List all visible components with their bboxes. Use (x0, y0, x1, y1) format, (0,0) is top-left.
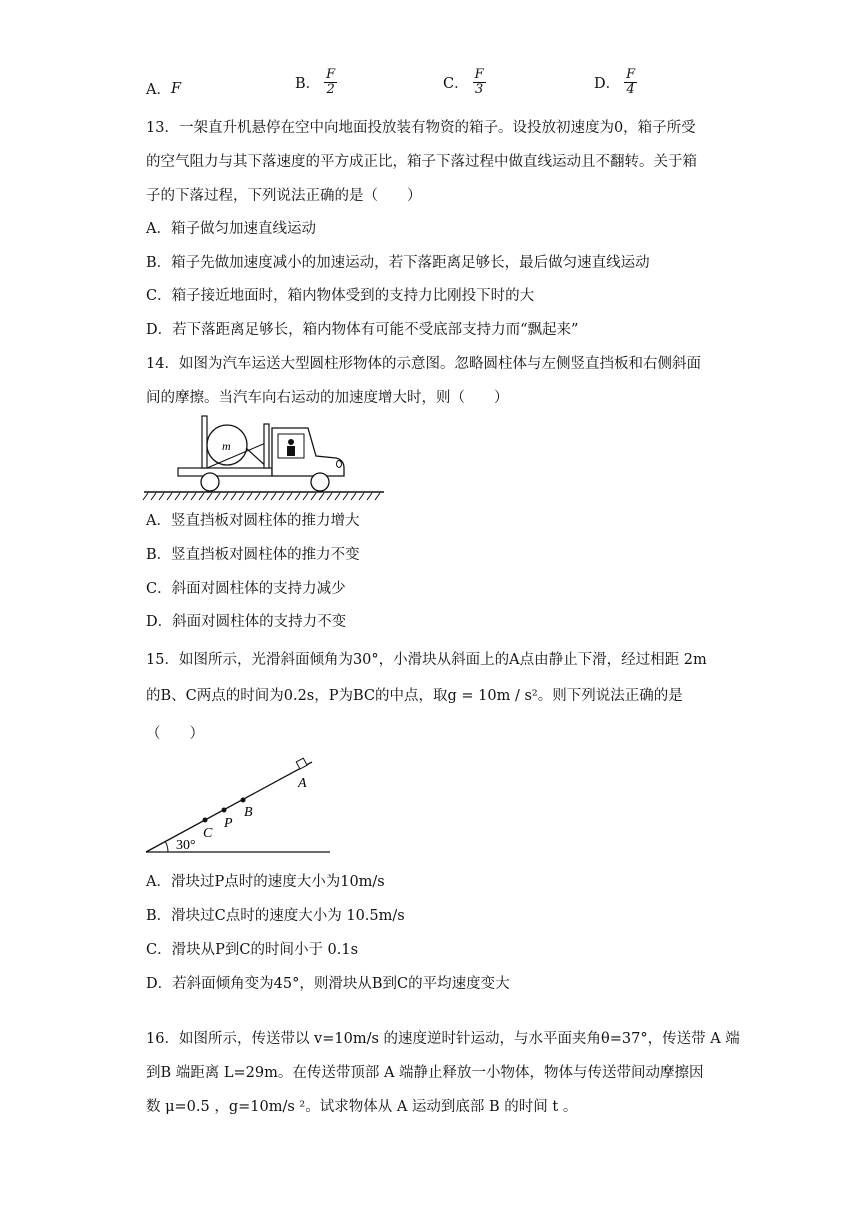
q14-stem-line: 14．如图为汽车运送大型圆柱形物体的示意图。忽略圆柱体与左侧竖直挡板和右侧斜面 (146, 356, 701, 372)
q16-line: 数 μ=0.5 ，g=10m/s ²。试求物体从 A 运动到底部 B 的时间 t 。 (146, 1099, 578, 1115)
q13-stem-line: 的空气阻力与其下落速度的平方成正比，箱子下落过程中做直线运动且不翻转。关于箱 (146, 154, 697, 170)
incline-figure (140, 752, 340, 858)
point-a-label: A (298, 776, 307, 791)
denominator: 2 (326, 82, 335, 97)
q16-line: 到B 端距离 L=29m。在传送带顶部 A 端静止释放一小物体，物体与传送带间动摩擦因 (146, 1065, 704, 1081)
option-label: A． (146, 82, 171, 98)
numerator: F (626, 67, 636, 82)
q14-option-b: B．竖直挡板对圆柱体的推力不变 (146, 547, 360, 563)
denominator: 4 (626, 82, 635, 97)
truck-figure (140, 412, 390, 504)
q13-option-d: D．若下落距离足够长，箱内物体有可能不受底部支持力而“飘起来” (146, 322, 579, 338)
q12-option-d (594, 68, 637, 97)
point-p-label: P (224, 816, 233, 831)
q15-option-b: B．滑块过C点时的速度大小为 10.5m/s (146, 908, 405, 924)
fraction (624, 68, 637, 97)
q12-option-c (443, 68, 486, 97)
q15-stem-line: 的B、C两点的时间为0.2s，P为BC的中点，取g = 10m / s²。则下列说法正确的是 (146, 688, 683, 704)
point-b-label: B (244, 805, 253, 820)
fraction (324, 68, 337, 97)
option-label: D． (594, 76, 621, 92)
q14-option-d: D．斜面对圆柱体的支持力不变 (146, 614, 347, 630)
denominator: 3 (474, 82, 484, 97)
q13-option-b: B．箱子先做加速度减小的加速运动，若下落距离足够长，最后做匀速直线运动 (146, 255, 650, 271)
option-label: B． (295, 76, 321, 92)
q14-stem-line: 间的摩擦。当汽车向右运动的加速度增大时，则（ ） (146, 390, 509, 406)
q15-option-a: A．滑块过P点时的速度大小为10m/s (146, 874, 385, 890)
q12-option-b (295, 68, 337, 97)
point-c-label: C (203, 826, 213, 841)
numerator: F (326, 67, 336, 82)
q15-option-d: D．若斜面倾角变为45°，则滑块从B到C的平均速度变大 (146, 976, 510, 992)
q14-option-a: A．竖直挡板对圆柱体的推力增大 (146, 513, 360, 529)
mass-label: m (222, 439, 231, 453)
option-value: F (170, 80, 182, 97)
q13-stem-line: 13．一架直升机悬停在空中向地面投放装有物资的箱子。设投放初速度为0，箱子所受 (146, 120, 696, 136)
numerator: F (474, 67, 484, 82)
q16-line: 16．如图所示，传送带以 v=10m/s 的速度逆时针运动，与水平面夹角θ=37°，传送带 A 端 (146, 1031, 740, 1047)
fraction (473, 68, 486, 97)
angle-label: 30° (176, 838, 196, 853)
q12-option-a (146, 78, 181, 99)
q13-option-c: C．箱子接近地面时，箱内物体受到的支持力比刚投下时的大 (146, 288, 535, 304)
q14-option-c: C．斜面对圆柱体的支持力减少 (146, 581, 346, 597)
q15-stem-line: 15．如图所示，光滑斜面倾角为30°，小滑块从斜面上的A点由静止下滑，经过相距 2m (146, 652, 707, 668)
q15-option-c: C．滑块从P到C的时间小于 0.1s (146, 942, 359, 958)
option-label: C． (443, 76, 469, 92)
q15-stem-line: （ ） (146, 726, 204, 742)
q13-option-a: A．箱子做匀加速直线运动 (146, 221, 316, 237)
q13-stem-line: 子的下落过程，下列说法正确的是（ ） (146, 188, 422, 204)
